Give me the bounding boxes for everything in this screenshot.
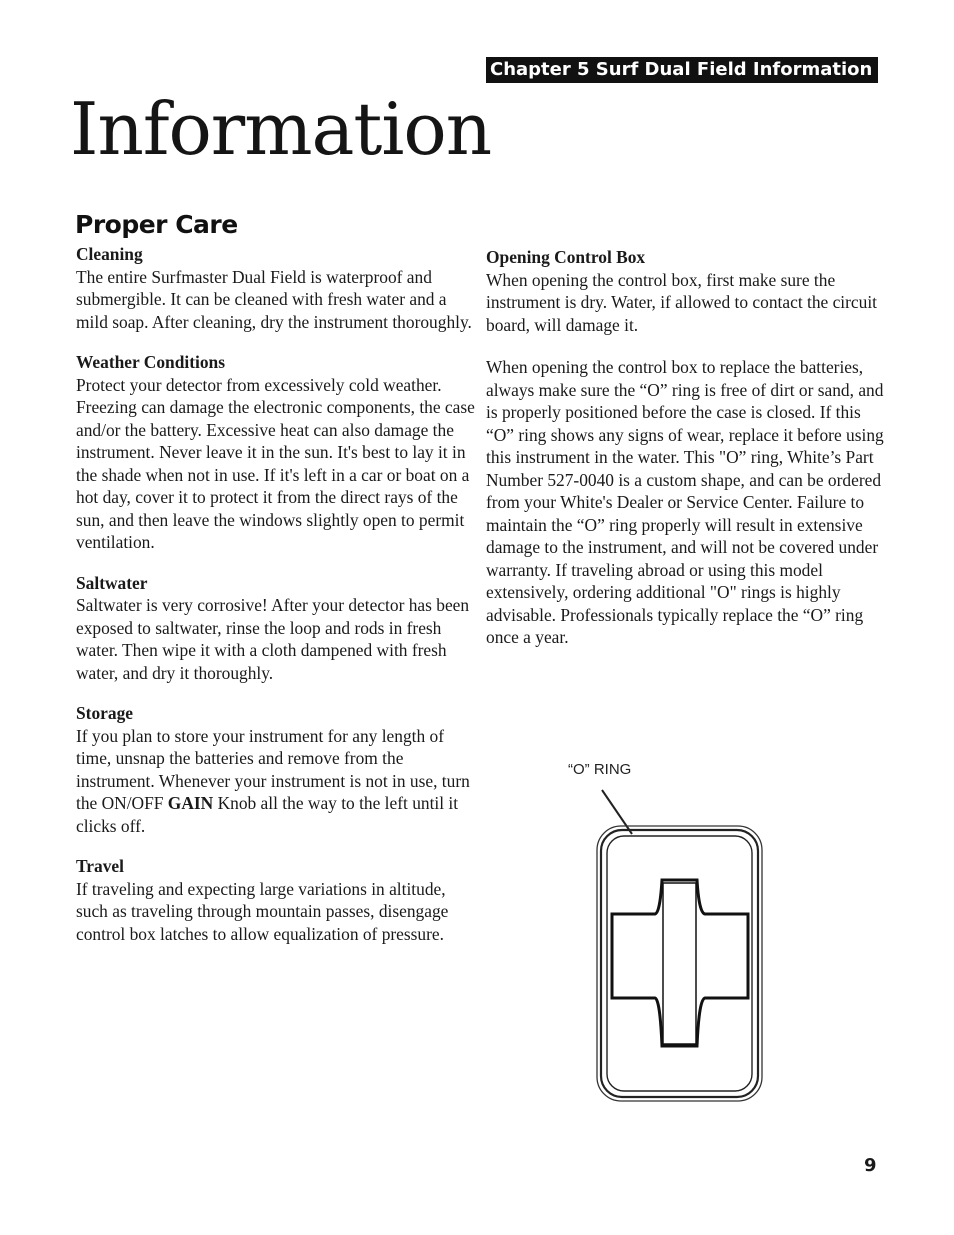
o-ring-outer [601,830,758,1097]
knob-center-bar [663,883,696,1044]
page-title: Information [70,87,492,171]
chapter-banner: Chapter 5 Surf Dual Field Information [486,57,878,83]
storage-heading: Storage [76,703,133,723]
travel-text: If traveling and expecting large variations in altitude, such as traveling through mountain passes, disengage control box latches to allow equalization of pressure. [76,878,449,944]
section-heading: Proper Care [75,210,238,239]
weather-text: Protect your detector from excessively cold weather. Freezing can damage the electronic components, the case and/or the battery. Excessive heat can also damage the instrument. Never leave it in the sun. It's best to lay it in the shade when not in use. If it's left in a car or boat on a hot day, cover it to protect it from the direct rays of the sun, and then leave the windows slightly open to permit ventilation. [76,374,475,552]
knob-cross-shape [612,880,748,1046]
right-column [486,246,886,667]
o-ring-callout-label: “O” RING [568,761,632,778]
cleaning-heading: Cleaning [76,244,143,264]
gain-knob-label: GAIN [167,793,214,813]
weather-heading: Weather Conditions [76,352,225,372]
storage-text-before: If you plan to store your instrument for any length of time, unsnap the batteries and remove from the instrument. Whenever your instrument is not in use, turn the ON/OFF [76,725,470,813]
opening-text-2: When opening the control box to replace the batteries, always make sure the “O” ring is free of dirt or sand, and is properly positioned before the case is closed. If this “O” ring shows any signs of wear, replace it before using this instrument in the water. This "O” ring, White’s Part Number 527-0040 is a custom shape, and can be ordered from your White's Dealer or Service Center. Failure to maintain the “O” ring properly will result in extensive damage to the instrument, and will not be covered under warranty. If traveling abroad or using this model extensively, ordering additional "O" rings is highly advisable. Professionals typically replace the “O” ring once a year. [486,357,884,647]
opening-control-box-heading: Opening Control Box [486,247,646,267]
storage-text [76,725,476,838]
o-ring-leader-line [602,790,632,834]
o-ring-inner [607,836,752,1091]
cleaning-text: The entire Surfmaster Dual Field is waterproof and submergible. It can be cleaned with fresh water and a mild soap. After cleaning, dry the instrument thoroughly. [76,266,472,332]
saltwater-heading: Saltwater [76,572,148,593]
page-number: 9 [864,1155,877,1176]
control-box-diagram [590,780,770,1110]
opening-text-1: When opening the control box, first make sure the instrument is dry. Water, if allowed to contact the circuit board, will damage it. [486,269,878,335]
left-column [76,243,476,963]
travel-heading: Travel [76,856,124,876]
storage-text-after: Knob all the way to the left until it clicks off. [76,793,459,836]
control-box-case [597,826,762,1101]
saltwater-text: Saltwater is very corrosive! After your detector has been exposed to saltwater, rinse the loop and rods in fresh water. Then wipe it with a cloth dampened with fresh water, and dry it thoroughly. [76,595,470,683]
